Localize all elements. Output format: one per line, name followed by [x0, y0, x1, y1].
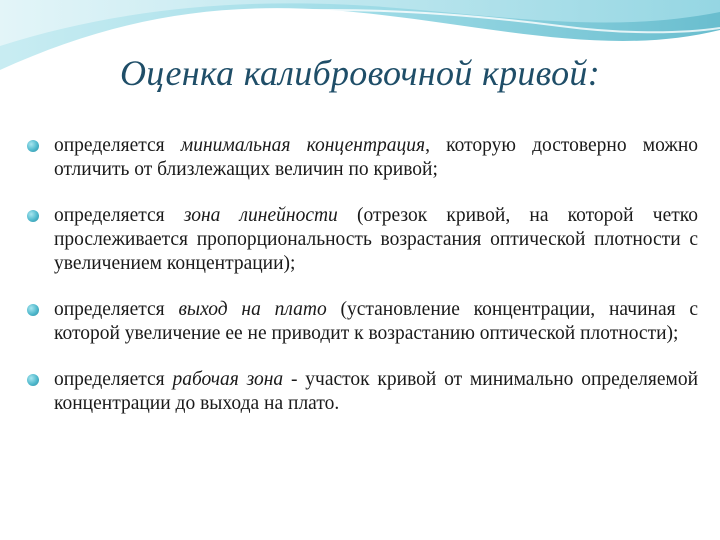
circle-bullet-icon	[27, 140, 39, 152]
item-text-prefix: определяется	[54, 135, 181, 156]
item-term: зона линейности	[183, 205, 338, 226]
item-text-prefix: определяется	[54, 299, 179, 320]
item-term: выход на плато	[178, 299, 327, 320]
circle-bullet-icon	[27, 210, 39, 222]
slide-title: Оценка калибровочной кривой:	[119, 53, 601, 93]
list-item	[20, 204, 698, 276]
item-term: минимальная концентрация	[180, 135, 426, 156]
bullet-list	[20, 134, 698, 416]
item-text-rest: (отрезок кривой, на которой четко прослеживается пропорциональность возрастания оптической плотности с увеличением концентрации);	[54, 205, 698, 274]
item-term: рабочая зона	[172, 369, 284, 390]
item-text-prefix: определяется	[54, 205, 184, 226]
item-text-prefix: определяется	[54, 369, 173, 390]
list-item	[20, 298, 698, 346]
list-item	[20, 368, 698, 416]
circle-bullet-icon	[27, 374, 39, 386]
list-item	[20, 134, 698, 182]
circle-bullet-icon	[27, 304, 39, 316]
item-text-rest: - участок кривой от минимально определяемой концентрации до выхода на плато.	[54, 369, 699, 414]
item-text-rest: (установление концентрации, начиная с которой увеличение ее не приводит к возрастанию оптической плотности);	[54, 299, 698, 344]
item-text-rest: , которую достоверно можно отличить от близлежащих величин по кривой;	[54, 135, 699, 180]
